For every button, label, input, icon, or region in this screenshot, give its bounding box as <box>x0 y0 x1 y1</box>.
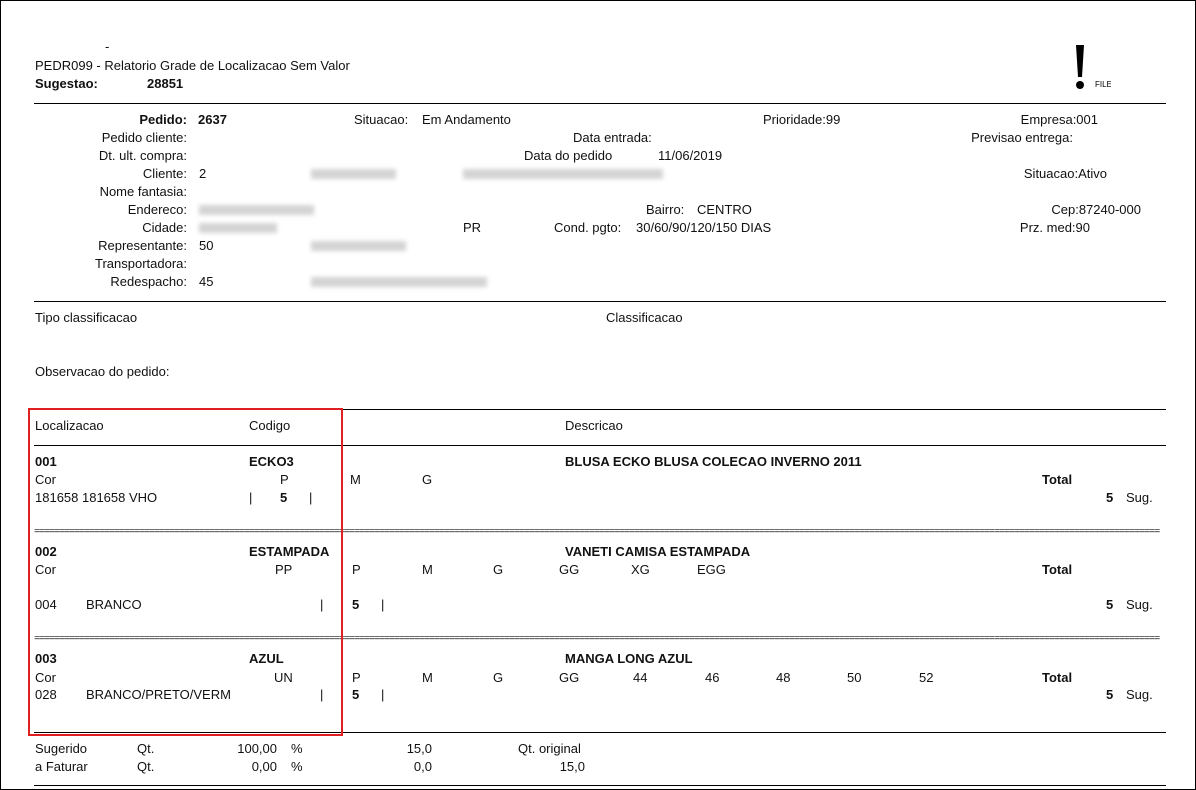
item-localizacao: 003 <box>35 651 57 666</box>
cidade-label: Cidade: <box>142 220 187 235</box>
tipo-classificacao-label: Tipo classificacao <box>35 310 138 325</box>
size-label: XG <box>631 562 650 577</box>
bar: | <box>309 490 313 505</box>
cor-label: Cor <box>35 472 56 487</box>
prioridade: Prioridade:99 <box>763 112 841 127</box>
size-label: GG <box>559 562 580 577</box>
total-value: 5 <box>1106 597 1114 612</box>
summary-value: 0,0 <box>413 759 432 774</box>
svg-text:FILE: FILE <box>1095 80 1111 89</box>
situacao-label: Situacao: <box>354 112 409 127</box>
uf: PR <box>463 220 482 235</box>
total-value: 5 <box>1106 687 1114 702</box>
bar: | <box>381 687 385 702</box>
summary-pct-sign: % <box>291 759 303 774</box>
cond-value: 30/60/90/120/150 DIAS <box>636 220 772 235</box>
summary-qt-label: Qt. <box>137 741 155 756</box>
previsao-label: Previsao entrega: <box>971 130 1073 145</box>
size-label: G <box>422 472 433 487</box>
size-label: UN <box>274 670 293 685</box>
summary-sugerido-label: Sugerido <box>35 741 88 756</box>
col-localizacao: Localizacao <box>35 418 104 433</box>
cor-label: Cor <box>35 562 56 577</box>
representante-value: 50 <box>199 238 214 253</box>
separator-line: ================================================================================================================================================================================================================================= <box>34 636 1160 644</box>
redacted-text <box>311 277 487 287</box>
size-label: M <box>350 472 361 487</box>
bar: | <box>320 687 324 702</box>
total-label: Total <box>1042 670 1073 685</box>
total-label: Total <box>1042 562 1073 577</box>
item-descricao: MANGA LONG AZUL <box>565 651 693 666</box>
redacted-text <box>311 169 396 179</box>
separator-line: ================================================================================================================================================================================================================================= <box>34 529 1160 537</box>
endereco-label: Endereco: <box>127 202 187 217</box>
size-label: 52 <box>919 670 934 685</box>
item-localizacao: 001 <box>35 454 57 469</box>
sugestao-label: Sugestao: <box>35 76 98 91</box>
redespacho-label: Redespacho: <box>110 274 187 289</box>
bar: | <box>249 490 253 505</box>
cep: Cep:87240-000 <box>1051 202 1141 217</box>
size-label: P <box>352 562 361 577</box>
pedido-value: 2637 <box>198 112 227 127</box>
item-codigo: AZUL <box>249 651 284 666</box>
item-localizacao: 002 <box>35 544 57 559</box>
cliente-value: 2 <box>199 166 207 181</box>
redacted-text <box>199 205 314 215</box>
empresa: Empresa:001 <box>1020 112 1098 127</box>
highlight-box <box>28 408 343 736</box>
col-codigo: Codigo <box>249 418 291 433</box>
cond-label: Cond. pgto: <box>554 220 622 235</box>
representante-label: Representante: <box>98 238 187 253</box>
cor-name: BRANCO <box>86 597 142 612</box>
divider <box>34 301 1166 302</box>
observacao-label: Observacao do pedido: <box>35 364 170 379</box>
redacted-text <box>311 241 406 251</box>
size-label: 48 <box>776 670 791 685</box>
size-label: GG <box>559 670 580 685</box>
summary-faturar-label: a Faturar <box>35 759 88 774</box>
size-label: M <box>422 562 433 577</box>
bairro-label: Bairro: <box>646 202 685 217</box>
summary-qt-label: Qt. <box>137 759 155 774</box>
cliente-label: Cliente: <box>142 166 187 181</box>
total-value: 5 <box>1106 490 1114 505</box>
qty-value: 5 <box>352 687 360 702</box>
ult-compra-label: Dt. ult. compra: <box>98 148 187 163</box>
item-descricao: BLUSA ECKO BLUSA COLECAO INVERNO 2011 <box>565 454 862 469</box>
cor-code: 004 <box>35 597 57 612</box>
size-label: 46 <box>705 670 720 685</box>
cor-label: Cor <box>35 670 56 685</box>
redacted-text <box>199 223 277 233</box>
summary-qt-original-value: 15,0 <box>559 759 585 774</box>
size-label: M <box>422 670 433 685</box>
item-codigo: ESTAMPADA <box>249 544 330 559</box>
size-label: 44 <box>633 670 648 685</box>
item-descricao: VANETI CAMISA ESTAMPADA <box>565 544 751 559</box>
size-label: G <box>493 670 504 685</box>
summary-pct-sign: % <box>291 741 303 756</box>
redespacho-value: 45 <box>199 274 214 289</box>
transportadora-label: Transportadora: <box>94 256 187 271</box>
item-codigo: ECKO3 <box>249 454 294 469</box>
size-label: PP <box>275 562 293 577</box>
nome-fantasia-label: Nome fantasia: <box>99 184 187 199</box>
size-label: G <box>493 562 504 577</box>
summary-pct: 100,00 <box>237 741 277 756</box>
col-descricao: Descricao <box>565 418 623 433</box>
divider <box>34 785 1166 786</box>
sugestao-value: 28851 <box>147 76 184 91</box>
data-pedido-label: Data do pedido <box>524 148 613 163</box>
report-title: PEDR099 - Relatorio Grade de Localizacao Sem Valor <box>35 58 350 73</box>
header-dash: - <box>105 39 110 54</box>
qty-value: 5 <box>352 597 360 612</box>
total-label: Total <box>1042 472 1073 487</box>
redacted-text <box>463 169 663 179</box>
sug-label: Sug. <box>1126 597 1153 612</box>
exclamation-logo-icon <box>1071 43 1111 93</box>
bar: | <box>320 597 324 612</box>
sug-label: Sug. <box>1126 490 1153 505</box>
data-entrada-label: Data entrada: <box>573 130 652 145</box>
summary-value: 15,0 <box>406 741 432 756</box>
size-label: P <box>352 670 361 685</box>
cor-code: 028 <box>35 687 57 702</box>
prz-med: Prz. med:90 <box>1019 220 1090 235</box>
qty-value: 5 <box>280 490 288 505</box>
classificacao-label: Classificacao <box>606 310 683 325</box>
bar: | <box>381 597 385 612</box>
summary-pct: 0,00 <box>251 759 277 774</box>
size-label: EGG <box>697 562 726 577</box>
situacao-value: Em Andamento <box>422 112 511 127</box>
size-label: P <box>280 472 289 487</box>
pedido-label: Pedido: <box>139 112 187 127</box>
bairro-value: CENTRO <box>697 202 752 217</box>
data-pedido-value: 11/06/2019 <box>658 148 723 163</box>
pedido-cliente-label: Pedido cliente: <box>101 130 187 145</box>
summary-qt-original-label: Qt. original <box>518 741 581 756</box>
size-label: 50 <box>847 670 862 685</box>
cor-name: BRANCO/PRETO/VERM <box>86 687 231 702</box>
divider <box>34 103 1166 104</box>
sug-label: Sug. <box>1126 687 1153 702</box>
situacao-ativo: Situacao:Ativo <box>1023 166 1107 181</box>
cor-row-text: 181658 181658 VHO <box>35 490 158 505</box>
